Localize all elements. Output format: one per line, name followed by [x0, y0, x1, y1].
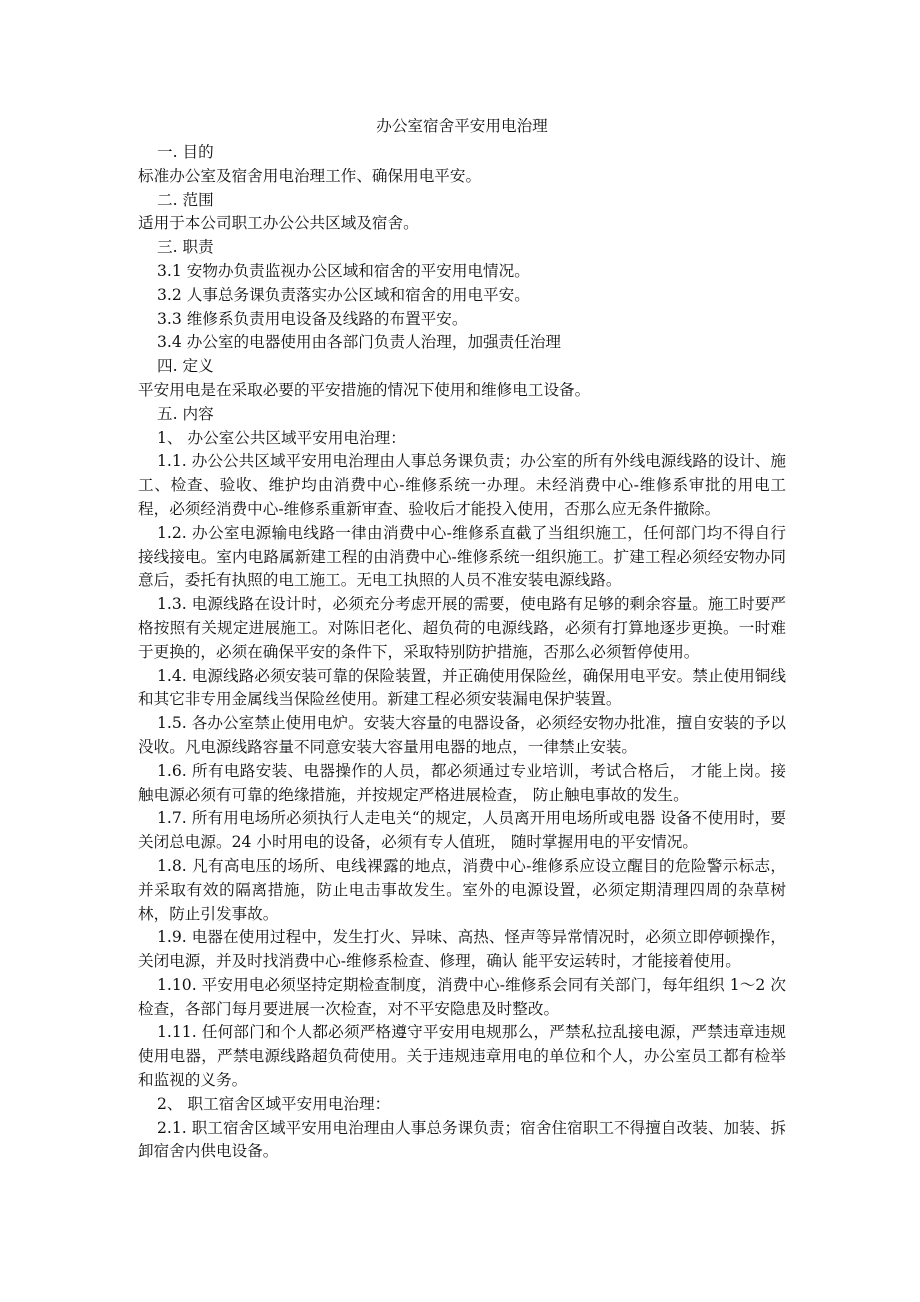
clause-paragraph: 1.5. 各办公室禁止使用电炉。安装大容量的电器设备，必须经安物办批准，擅自安装的予以没收。凡电源线路容量不同意安装大容量用电器的地点，一律禁止安装。 [138, 714, 786, 756]
subsection-heading-dormitory: 2、 职工宿舍区域平安用电治理： [157, 1094, 391, 1113]
clause-paragraph: 1.8. 凡有高电压的场所、电线裸露的地点，消费中心-维修系应设立醒目的危险警示标志，并采取有效的隔离措施，防止电击事故发生。室外的电源设置，必须定期清理四周的杂草树林，防止引发事故。 [138, 856, 786, 923]
section-heading-scope: 二. 范围 [157, 190, 214, 209]
clause-paragraph: 2.1. 职工宿舍区域平安用电治理由人事总务课负责；宿舍住宿职工不得擅自改装、加装、拆卸宿舍内供电设备。 [138, 1118, 786, 1161]
clause-paragraph: 1.3. 电源线路在设计时，必须充分考虑开展的需要，使电路有足够的剩余容量。施工时要严格按照有关规定进展施工。对陈旧老化、超负荷的电源线路，必须有打算地逐步更换。一时难于更换的，必须在确保平安的条件下，采取特别防护措施，否那么必须暂停使用。 [138, 595, 786, 661]
clause-paragraph: 1.2. 办公室电源输电线路一律由消费中心-维修系直截了当组织施工，任何部门均不得自行接线接电。室内电路属新建工程的由消费中心-维修系统一组织施工。扩建工程必须经安物办同意后，委托有执照的电工施工。无电工执照的人员不准安装电源线路。 [138, 523, 786, 590]
document-body [138, 112, 786, 1164]
section-text-purpose: 标准办公室及宿舍用电治理工作、确保用电平安。 [138, 166, 482, 185]
section-heading-definition: 四. 定义 [157, 357, 214, 376]
section-heading-duties: 三. 职责 [157, 238, 214, 257]
clause-paragraph: 1.6. 所有电路安装、电器操作的人员，都必须通过专业培训，考试合格后， 才能上岗。接触电源必须有可靠的绝缘措施，并按规定严格进展检查， 防止触电事故的发生。 [138, 761, 786, 804]
duty-item: 3.4 办公室的电器使用由各部门负责人治理，加强责任治理 [157, 333, 562, 352]
clause-paragraph: 1.4. 电源线路必须安装可靠的保险装置，并正确使用保险丝，确保用电平安。禁止使用铜线和其它非专用金属线当保险丝使用。新建工程必须安装漏电保护装置。 [138, 666, 786, 709]
duty-item: 3.1 安物办负责监视办公区域和宿舍的平安用电情况。 [157, 261, 530, 280]
section-text-scope: 适用于本公司职工办公公共区域及宿舍。 [138, 214, 419, 233]
clause-paragraph: 1.7. 所有用电场所必须执行人走电关“的规定，人员离开用电场所或电器 设备不使用时，要关闭总电源。24 小时用电的设备，必须有专人值班， 随时掌握用电的平安情况。 [138, 809, 786, 852]
subsection-heading-office: 1、 办公室公共区域平安用电治理： [157, 428, 406, 447]
clause-paragraph: 1.9. 电器在使用过程中，发生打火、异味、高热、怪声等异常情况时，必须立即停顿操作，关闭电源，并及时找消费中心-维修系检查、修理，确认 能平安运转时，才能接着使用。 [138, 928, 786, 971]
clause-paragraph: 1.1. 办公公共区域平安用电治理由人事总务课负责；办公室的所有外线电源线路的设计、施工、检查、验收、维护均由消费中心-维修系统一办理。未经消费中心-维修系审批的用电工程，必须经消费中心-维修系重新审查、验收后才能投入使用，否那么应无条件撤除。 [138, 452, 786, 518]
section-heading-content: 五. 内容 [157, 404, 214, 423]
clause-paragraph: 1.10. 平安用电必须坚持定期检查制度，消费中心-维修系会同有关部门，每年组织 1～2 次检查，各部门每月要进展一次检查，对不平安隐患及时整改。 [138, 975, 786, 1018]
document-title: 办公室宿舍平安用电治理 [376, 117, 548, 135]
section-heading-purpose: 一. 目的 [157, 143, 214, 161]
duty-item: 3.3 维修系负责用电设备及线路的布置平安。 [157, 309, 468, 328]
clause-paragraph: 1.11. 任何部门和个人都必须严格遵守平安用电规那么，严禁私拉乱接电源，严禁违章违规使用电器，严禁电源线路超负荷使用。关于违规违章用电的单位和个人，办公室员工都有检举和监视的义务。 [138, 1023, 786, 1090]
duty-item: 3.2 人事总务课负责落实办公区域和宿舍的用电平安。 [157, 285, 530, 304]
section-text-definition: 平安用电是在采取必要的平安措施的情况下使用和维修电工设备。 [138, 380, 591, 399]
